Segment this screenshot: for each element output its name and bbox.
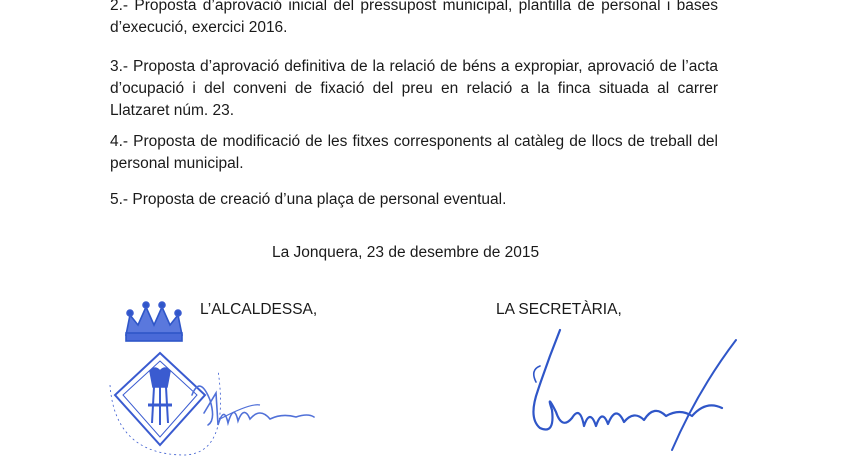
agenda-item-5: 5.- Proposta de creació d’una plaça de personal eventual. bbox=[110, 191, 507, 208]
mayor-role-label: L’ALCALDESSA, bbox=[200, 301, 318, 318]
municipal-seal-stamp bbox=[100, 295, 340, 474]
agenda-item-2: 2.- Proposta d’aprovació inicial del pressupost municipal, plantilla de personal i bases d’execució, exercici 2016. bbox=[110, 0, 718, 36]
agenda-item-3: 3.- Proposta d’aprovació definitiva de la relació de béns a expropiar, aprovació de l’acta d’ocupació i del conveni de fixació del preu en relació a la finca situada al carrer Llatzaret núm. 23. bbox=[110, 58, 718, 119]
agenda-item-4: 4.- Proposta de modificació de les fitxes corresponents al catàleg de llocs de treball del personal municipal. bbox=[110, 133, 718, 172]
place-and-date: La Jonquera, 23 de desembre de 2015 bbox=[272, 244, 540, 261]
secretary-signature bbox=[440, 300, 770, 474]
secretary-role-label: LA SECRETÀRIA, bbox=[496, 301, 622, 318]
